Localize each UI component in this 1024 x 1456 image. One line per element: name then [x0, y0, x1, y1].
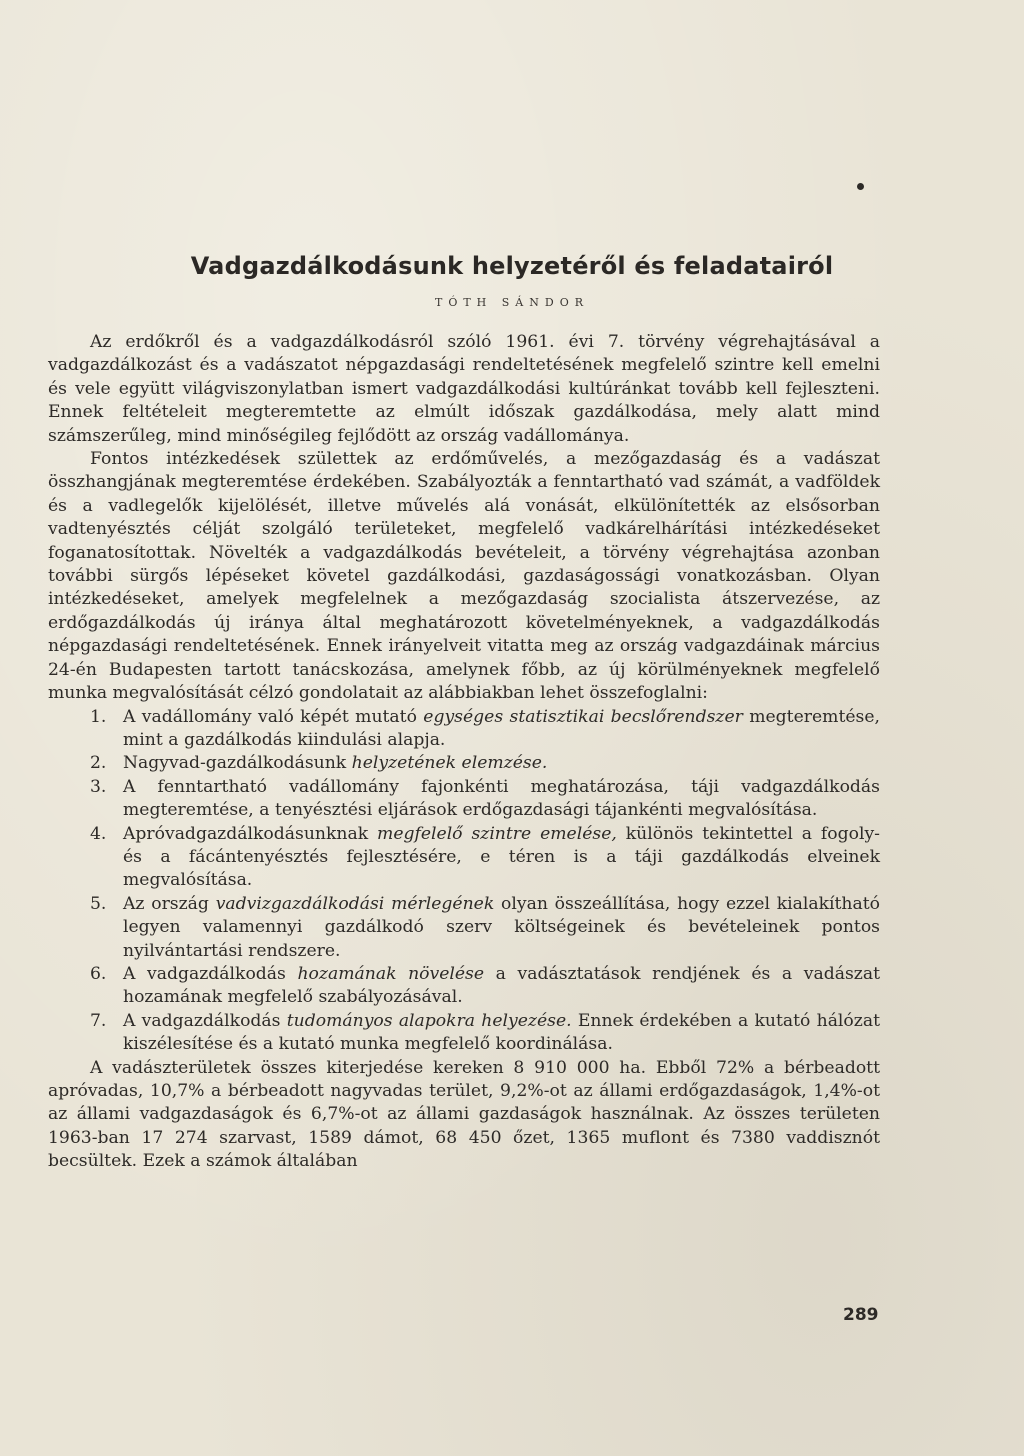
paragraph-measures: Fontos intézkedések születtek az erdőművelés, a mezőgazdaság és a vadászat összhangjának megteremtése érdekében. Szabályozták a fenntartható vad számát, a vadföldek és a vadlegelők kijelölését, illetve művelés alá vonását, elkülönítették az elsősorban vadtenyésztés célját szolgáló területeket, megfelelő vadkárelhárítási intézkedéseket foganatosítottak. Növelték a vadgazdálkodás bevételeit, a törvény végrehajtása azonban további sürgős lépéseket követel gazdálkodási, gazdaságossági vonatkozásban. Olyan intézkedéseket, amelyek megfelelnek a mezőgazdaság szocialista átszervezése, az erdőgazdálkodás új iránya által meghatározott követelményeknek, a vadgazdálkodás népgazdasági rendeltetésének. Ennek irányelveit vitatta meg az ország vadgazdáinak március 24-én Budapesten tartott tanácskozása, amelynek főbb, az új körülményeknek megfelelő munka megvalósítását célzó gondolatait az alábbiakban lehet összefoglalni:: [48, 449, 880, 704]
page-number: 289: [843, 1305, 879, 1325]
list-item-number: 4.: [90, 823, 107, 844]
list-item-text: A fenntartható vadállomány fajonkénti meghatározása, táji vadgazdálkodás megteremtése, a tenyésztési eljárások erdőgazdasági tájankénti megvalósítása.: [123, 776, 880, 821]
list-item-number: 2.: [90, 753, 107, 774]
list-item: [48, 706, 880, 753]
list-item: [48, 823, 880, 893]
list-item-number: 6.: [90, 963, 107, 984]
author-name: TÓTH SÁNDOR: [434, 296, 589, 309]
list-item-emphasis: helyzetének elemzése.: [351, 753, 548, 774]
list-item: [48, 1010, 880, 1057]
list-item-text: A vadállomány való képét mutató: [123, 706, 424, 727]
paragraph-intro: Az erdőkről és a vadgazdálkodásról szóló 1961. évi 7. törvény végrehajtásával a vadgazdálkozást és a vadászatot népgazdasági rendeltetésének megfelelő szintre kell emelni és vele együtt világviszonylatban ismert vadgazdálkodási kultúránkat tovább kell fejleszteni. Ennek feltételeit megteremtette az elmúlt időszak gazdálkodása, mely alatt mind számszerűleg, mind minőségileg fejlődött az ország vadállománya.: [48, 332, 880, 446]
list-item: [48, 752, 880, 775]
list-item-text-end: megteremtése, mint a gazdálkodás kiindulási alapja.: [123, 706, 880, 750]
list-item-text: A vadgazdálkodás: [123, 963, 298, 984]
list-item-number: 7.: [90, 1010, 107, 1031]
list-item-emphasis: hozamának növelése: [297, 963, 485, 984]
list-item-text: Apróvadgazdálkodásunknak: [123, 823, 378, 844]
task-list: [48, 706, 880, 1057]
list-item-text: A vadgazdálkodás: [123, 1010, 287, 1031]
list-item-text-end: a vadásztatások rendjének és a vadászat hozamának megfelelő szabályozásával.: [123, 963, 881, 1008]
list-item-number: 1.: [90, 706, 107, 727]
list-item: [48, 963, 880, 1010]
list-item-emphasis: tudományos alapokra helyezése.: [286, 1010, 572, 1031]
list-item: [48, 776, 880, 823]
article-body: [48, 331, 880, 1174]
ink-dot: [857, 183, 864, 190]
list-item-text: Az ország: [123, 893, 216, 914]
list-item-number: 3.: [90, 776, 107, 797]
paragraph-statistics: A vadászterületek összes kiterjedése kereken 8 910 000 ha. Ebből 72% a bérbeadott apróvadas, 10,7% a bérbeadott nagyvadas terület, 9,2%-ot az állami erdőgazdaságok, 1,4%-ot az állami vadgazdaságok és 6,7%-ot az állami gazdaságok használnak. Az összes területen 1963-ban 17 274 szarvast, 1589 dámot, 68 450 őzet, 1365 muflont és 7380 vaddisznót becsültek. Ezek a számok általában: [48, 1057, 880, 1172]
list-item-emphasis: egységes statisztikai becslőrendszer: [423, 706, 743, 727]
list-item: [48, 893, 880, 963]
list-item-emphasis: megfelelő szintre emelése,: [377, 823, 617, 844]
list-item-number: 5.: [90, 893, 107, 914]
article-title: Vadgazdálkodásunk helyzetéről és feladatairól: [190, 252, 834, 280]
list-item-text-end: olyan összeállítása, hogy ezzel kialakítható legyen valamennyi gazdálkodó szerv költségeinek és bevételeinek pontos nyilvántartási rendszere.: [123, 893, 880, 961]
list-item-emphasis: vadvizgazdálkodási mérlegének: [215, 893, 495, 914]
list-item-text: Nagyvad-gazdálkodásunk: [123, 753, 352, 774]
list-item-text-end: Ennek érdekében a kutató hálózat kiszélesítése és a kutató munka megfelelő koordinálása.: [123, 1010, 880, 1055]
list-item-text-end: különös tekintettel a fogoly- és a fácántenyésztés fejlesztésére, e téren is a táji gazdálkodás elveinek megvalósítása.: [123, 823, 880, 891]
